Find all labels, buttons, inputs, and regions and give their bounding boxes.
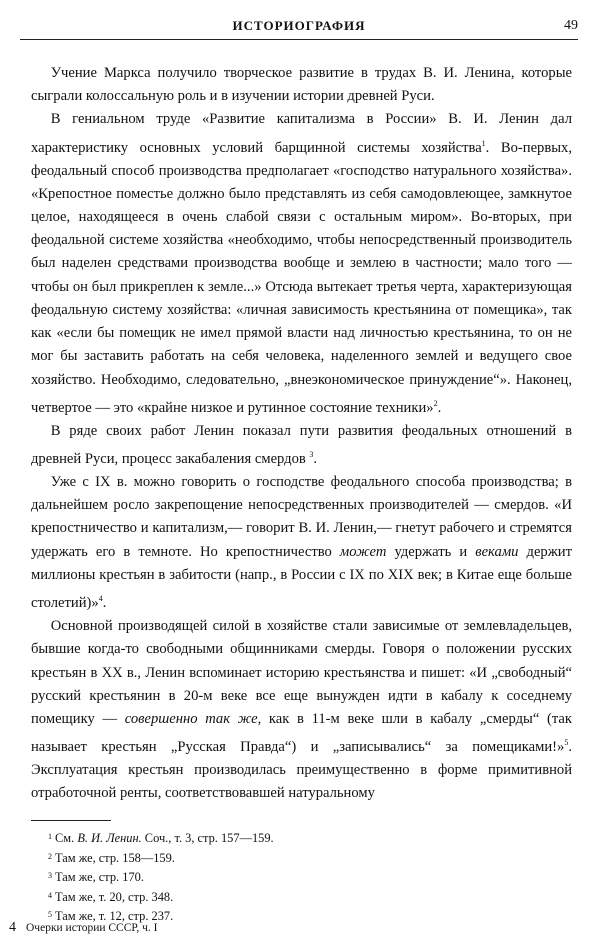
paragraph-4-emphasis-1: может — [339, 543, 387, 560]
footnote-text: Там же, т. 20, стр. 348. — [55, 889, 174, 904]
paragraph-2-text-c: . — [437, 399, 442, 416]
footnote-rule — [31, 820, 111, 821]
page-number: 49 — [564, 18, 578, 33]
footnote-number: 3 — [48, 871, 52, 881]
footnote-text: Там же, т. 12, стр. 237. — [55, 909, 174, 924]
footnote-text-rest: Соч., т. 3, стр. 157—159. — [141, 831, 274, 845]
paragraph-5-emphasis: совершенно так же — [124, 710, 258, 727]
paragraph-3-text-a: В ряде своих работ Ленин показал пути развития феодальных отношений в древней Руси, процесс закабаления смердов — [31, 422, 572, 467]
footnote-ref-5: 5 — [564, 738, 569, 748]
footnote-ref-1: 1 — [481, 138, 486, 148]
footnote-number: 2 — [48, 851, 52, 861]
paragraph-4-text-b: удержать и — [386, 543, 476, 560]
footnote-number: 4 — [48, 890, 52, 900]
paragraph-3-text-b: . — [313, 450, 318, 467]
paragraph-4 — [31, 471, 572, 615]
running-title: ИСТОРИОГРАФИЯ — [232, 18, 366, 33]
paragraph-3 — [31, 420, 572, 471]
paragraph-5-text-b: , как в 11-м веке шли в кабалу „смерды“ (так называет крестьян „Русская Правда“) и „записывались“ за помещиками!» — [31, 710, 572, 755]
footnote-text: Там же, стр. 158—159. — [55, 850, 175, 865]
signature-number: 4 — [9, 920, 16, 935]
printer-signature — [9, 920, 157, 936]
footnote-ref-3: 3 — [309, 449, 314, 459]
signature-text: Очерки истории СССР, ч. I — [26, 922, 158, 934]
footnote-author: В. И. Ленин. — [77, 831, 142, 845]
footnote-1 — [48, 828, 568, 848]
paragraph-2-text-a: В гениальном труде «Развитие капитализма в России» В. И. Ленин дал характеристику основных условий барщинной системы хозяйства — [31, 111, 572, 156]
paragraph-1-text: Учение Маркса получило творческое развитие в трудах В. И. Ленина, которые сыграли колоссальную роль и в изучении истории древней Руси. — [31, 65, 572, 105]
paragraph-1 — [31, 62, 572, 108]
footnotes — [48, 828, 568, 926]
footnote-3 — [48, 867, 568, 887]
header-rule — [20, 39, 578, 40]
footnote-ref-2: 2 — [433, 398, 438, 408]
paragraph-4-text-c: держит миллионы крестьян в забитости (напр., в России с IX по XIX век; в Китае еще больше столетий)» — [31, 543, 572, 611]
paragraph-5-text-a: Основной производящей силой в хозяйстве стали зависимые от землевладельцев, бывшие когда-то свободными общинниками смерды. Говоря о положении русских крестьян в XX в., Ленин вспоминает историю крестьянства и пишет: «И „свободный“ русский крестьянин в 20-м веке все еще вынужден идти в кабалу к соседнему помещику — — [31, 618, 572, 727]
paragraph-2-text-b: . Во-первых, феодальный способ производства предполагает «господство натурального хозяйства». «Крепостное поместье должно было представлять из себя самодовлеющее, замкнутое целое, находящееся в очень слабой связи с остальным миром». Во-вторых, при феодальной системе хозяйства «необходимо, чтобы непосредственный производитель был наделен средствами производства вообще и землею в частности; мало того — чтобы он был прикреплен к земле...» Отсюда вытекает третья черта, характеризующая феодальную систему хозяйства: «личная зависимость крестьянина от помещика», так как «если бы помещик не имел прямой власти над личностью крестьянина, то он не мог бы заставить работать на себя человека, наделенного землей и ведущего свое хозяйство. Необходимо, следовательно, „внеэкономическое принуждение“». Наконец, четвертое — это «крайне низкое и рутинное состояние техники» — [31, 139, 572, 416]
paragraph-4-emphasis-2: веками — [475, 543, 519, 560]
footnote-2 — [48, 848, 568, 868]
body-text — [31, 62, 572, 806]
page-header — [20, 14, 578, 40]
paragraph-4-text-d: . — [102, 594, 107, 611]
footnote-text: Там же, стр. 170. — [55, 870, 144, 885]
paragraph-5 — [31, 615, 572, 805]
footnote-number: 5 — [48, 910, 52, 920]
paragraph-4-text-a: Уже с IX в. можно говорить о господстве феодального способа производства; в дальнейшем росло закрепощение непосредственных производителей — смердов. «И крепостничество и капитализм,— говорит В. И. Ленин,— гнетут рабочего и стремятся удержать его в темноте. Но крепостничество — [31, 474, 572, 560]
footnote-4 — [48, 887, 568, 907]
paragraph-2 — [31, 108, 572, 419]
footnote-ref-4: 4 — [98, 594, 103, 604]
footnote-text: См. — [55, 831, 78, 845]
paragraph-5-text-c: . Эксплуатация крестьян производилась преимущественно в форме примитивной отработочной ренты, соответствовавшей натуральному — [31, 738, 572, 802]
footnote-number: 1 — [48, 832, 52, 841]
